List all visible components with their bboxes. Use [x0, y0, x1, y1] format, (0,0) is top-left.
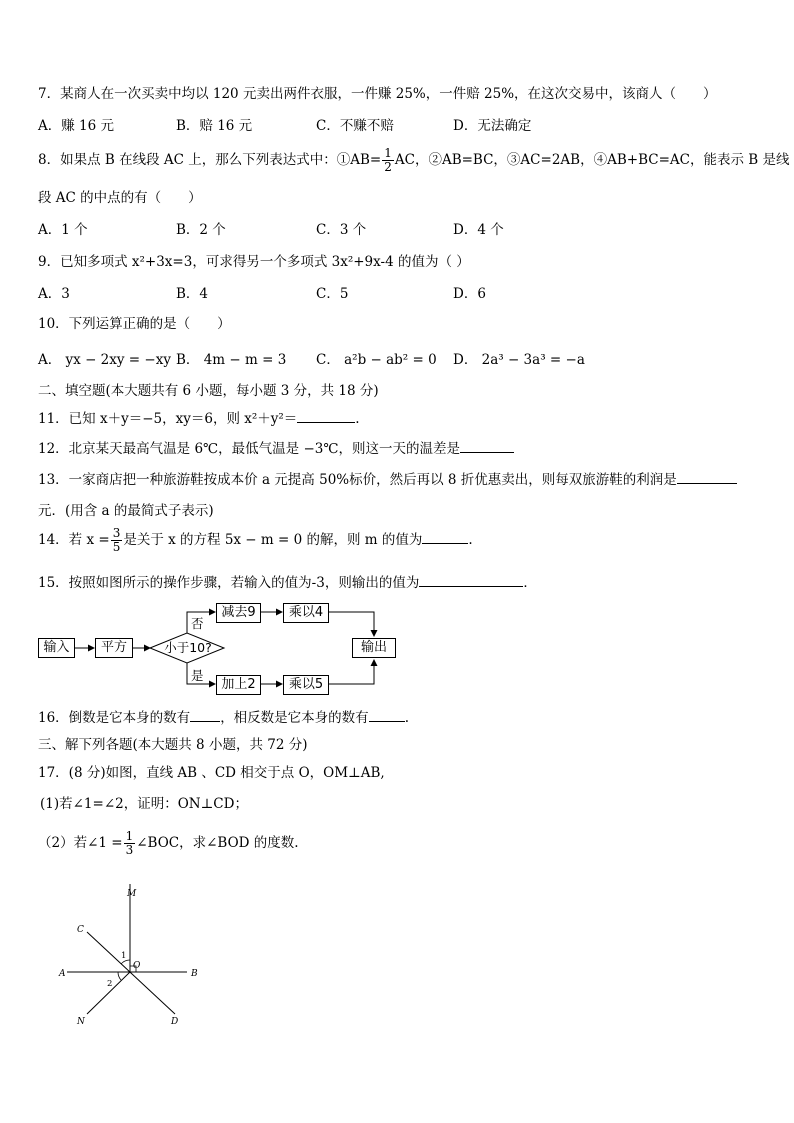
q9-option-a: A．3	[38, 286, 70, 302]
q11	[38, 407, 360, 427]
q17-part2-b: ∠BOC，求∠BOD 的度数.	[136, 835, 299, 851]
q8-option-d: D．4 个	[453, 222, 504, 238]
q14-frac-den: 5	[112, 540, 121, 554]
q17-frac-num: 1	[125, 829, 134, 843]
q15-flowchart	[38, 598, 408, 698]
q15-end: ．	[523, 575, 537, 591]
q8-stem-line2: 段 AC 的中点的有（ ）	[38, 190, 202, 206]
q11-text: 11．已知 x＋y＝−5，xy＝6，则 x²＋y²＝	[38, 411, 298, 427]
q17-part2	[38, 830, 299, 857]
q13-text: 13．一家商店把一种旅游鞋按成本价 a 元提高 50%标价，然后再以 8 折优惠卖出，则每双旅游鞋的利润是	[38, 472, 677, 488]
q16-end: .	[404, 710, 409, 726]
q8-frac-num: 1	[384, 146, 392, 160]
arrow-times4-output	[328, 612, 374, 636]
q12-answer-blank[interactable]	[460, 438, 514, 453]
q14-end: .	[468, 532, 473, 548]
q11-answer-blank[interactable]	[297, 408, 355, 423]
q17-part1: (1)若∠1=∠2，证明：ON⊥CD；	[40, 796, 248, 812]
q12-text: 12．北京某天最高气温是 6℃，最低气温是 −3℃，则这一天的温差是	[38, 441, 460, 457]
q13-answer-blank[interactable]	[677, 469, 737, 484]
q11-end: .	[355, 411, 360, 427]
label-c: C	[77, 925, 84, 935]
q13-line1	[38, 468, 737, 488]
label-d: D	[171, 1017, 179, 1027]
label-m: M	[127, 889, 137, 899]
label-o: O	[133, 961, 141, 971]
q17-stem: 17．(8 分)如图，直线 AB 、CD 相交于点 O，OM⊥AB,	[38, 765, 385, 781]
q17-geometry-figure	[55, 880, 215, 1035]
q7-option-b: B．赔 16 元	[176, 118, 253, 134]
label-angle-1: 1	[121, 951, 127, 961]
q10-stem: 10．下列运算正确的是（ ）	[38, 316, 231, 332]
q10-option-a: A． yx − 2xy = −xy	[38, 352, 171, 368]
q7-option-a: A．赚 16 元	[38, 118, 115, 134]
q16-part-a: 16．倒数是它本身的数有	[38, 710, 191, 726]
flow-times5-box: 乘以5	[283, 675, 329, 695]
flow-minus9-box: 减去9	[216, 603, 261, 623]
q14-answer-blank[interactable]	[422, 529, 468, 544]
q8-part1: 8．如果点 B 在线段 AC 上，那么下列表达式中：①AB=	[38, 152, 382, 168]
q16	[38, 706, 409, 726]
q14-frac-num: 3	[112, 526, 121, 540]
flow-input-box: 输入	[38, 638, 75, 658]
q17-fraction	[124, 830, 136, 857]
q14-fraction	[111, 527, 123, 554]
label-n: N	[77, 1017, 85, 1027]
flow-plus2-box: 加上2	[216, 675, 261, 695]
q14	[38, 527, 473, 554]
angle-2-arc	[118, 972, 121, 980]
label-angle-2: 2	[107, 979, 113, 989]
q8-option-a: A．1 个	[38, 222, 88, 238]
q8-frac-den: 2	[384, 160, 392, 174]
q14-part-a: 14．若 x =	[38, 532, 110, 548]
q8-option-c: C．3 个	[316, 222, 367, 238]
q8-part2: AC，②AB=BC，③AC=2AB，④AB+BC=AC，能表示 B 是线	[394, 152, 790, 168]
q7-option-c: C．不赚不赔	[316, 118, 394, 134]
q9-option-d: D．6	[453, 286, 486, 302]
q10-option-b: B． 4m − m = 3	[176, 352, 287, 368]
q8-option-b: B．2 个	[176, 222, 226, 238]
flow-output-box: 输出	[352, 638, 396, 658]
q16-answer-blank-2[interactable]	[369, 707, 405, 722]
section-2-heading: 二、填空题(本大题共有 6 小题，每小题 3 分，共 18 分)	[38, 383, 379, 399]
q15-text: 15．按照如图所示的操作步骤，若输入的值为-3，则输出的值为	[38, 575, 420, 591]
label-b: B	[191, 969, 198, 979]
q14-part-b: 是关于 x 的方程 5x − m = 0 的解，则 m 的值为	[123, 532, 423, 548]
q17-part2-a: （2）若∠1 =	[38, 835, 123, 851]
q16-answer-blank-1[interactable]	[190, 707, 220, 722]
q13-line2: 元．(用含 a 的最简式子表示)	[38, 503, 214, 519]
q16-part-b: ，相反数是它本身的数有	[220, 710, 369, 726]
arrow-times5-output	[328, 660, 374, 684]
flow-times4-box: 乘以4	[283, 603, 329, 623]
label-a: A	[59, 969, 66, 979]
q9-option-b: B．4	[176, 286, 209, 302]
q10-option-d: D． 2a³ − 3a³ = −a	[453, 352, 585, 368]
q9-stem: 9．已知多项式 x²+3x=3，可求得另一个多项式 3x²+9x-4 的值为（ ）	[38, 254, 470, 270]
q8-stem-line1	[38, 147, 789, 174]
q12	[38, 437, 514, 457]
q15-answer-blank[interactable]	[419, 572, 523, 587]
q8-fraction	[382, 147, 394, 174]
q9-option-c: C．5	[316, 286, 349, 302]
q7-stem: 7．某商人在一次买卖中均以 120 元卖出两件衣服，一件赚 25%，一件赔 25%，在这次交易中，该商人（ ）	[38, 86, 717, 102]
flow-square-box: 平方	[95, 638, 133, 658]
q10-option-c: C． a²b − ab² = 0	[316, 352, 437, 368]
q7-option-d: D．无法确定	[453, 118, 532, 134]
q17-frac-den: 3	[125, 843, 134, 857]
flow-yes-label: 是	[191, 668, 204, 683]
section-3-heading: 三、解下列各题(本大题共 8 小题，共 72 分)	[38, 737, 308, 753]
q15	[38, 571, 537, 591]
flow-condition-label: 小于10?	[164, 640, 212, 655]
flow-no-label: 否	[191, 616, 204, 631]
